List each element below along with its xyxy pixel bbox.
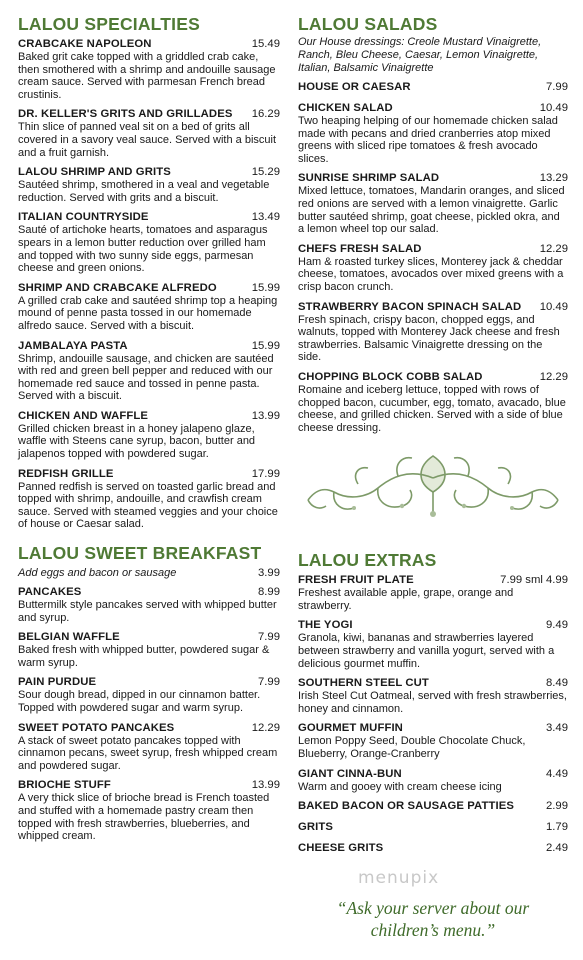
menu-item-name: LALOU SHRIMP AND GRITS — [18, 166, 171, 179]
menu-item-header — [18, 166, 280, 179]
menu-item-price: 1.79 — [546, 821, 568, 834]
menu-item-price: 15.29 — [251, 166, 280, 179]
menu-item-name: ITALIAN COUNTRYSIDE — [18, 211, 149, 224]
menu-item-price: 12.29 — [539, 242, 568, 255]
menu-item-price: 4.49 — [546, 767, 568, 780]
salads-list — [298, 81, 568, 434]
menu-item-description: Granola, kiwi, bananas and strawberries layered between strawberry and vanilla yogurt, served with a delicious gourmet muffin. — [298, 632, 555, 670]
menu-item-description: A very thick slice of brioche bread is French toasted and stuffed with a homemade pastry cream then topped with fresh strawberries, blueberries, and whipped cream. — [18, 792, 270, 843]
menu-item-header — [298, 619, 568, 632]
menu-item-header — [18, 586, 280, 599]
menu-item-header — [298, 677, 568, 690]
childrens-menu-note — [298, 897, 568, 941]
menu-item — [18, 211, 280, 274]
specialties-section — [18, 14, 280, 531]
menu-item — [298, 800, 568, 813]
menu-item-description: Grilled chicken breast in a honey jalapeno glaze, waffle with Steens cane syrup, bacon, butter and jalapenos topped with powdered sugar. — [18, 422, 256, 461]
menu-item-price: 9.49 — [546, 619, 568, 632]
watermark-text: menupix — [358, 868, 440, 888]
menu-item-name: SUNRISE SHRIMP SALAD — [298, 172, 440, 185]
breakfast-list — [18, 586, 280, 843]
menu-item-name: CHEESE GRITS — [298, 842, 384, 855]
extras-section — [298, 550, 568, 855]
menu-item-description: Shrimp, andouille sausage, and chicken are sautéed with red and green bell pepper and reduced with our homemade red sauce and tossed in penne pasta. Served with a biscuit. — [18, 352, 274, 403]
menu-item-price: 3.49 — [546, 722, 568, 735]
menu-item-header — [298, 722, 568, 735]
menu-item — [298, 768, 568, 794]
menu-item-name: DR. KELLER'S GRITS AND GRILLADES — [18, 108, 233, 121]
menu-item-price: 15.99 — [251, 339, 280, 352]
menu-item — [298, 619, 568, 670]
menu-item — [298, 301, 568, 364]
left-column — [18, 14, 280, 850]
breakfast-title: LALOU SWEET BREAKFAST — [18, 543, 262, 564]
menu-item-description: Panned redfish is served on toasted garlic bread and topped with shrimp, andouille, and crawfish cream sauce. Served with steamed veggies and your choice of house or Caesar salad. — [18, 480, 278, 531]
menu-item-header — [298, 842, 568, 855]
menu-item-header — [18, 282, 280, 295]
menu-item — [18, 631, 280, 669]
menu-item — [18, 340, 280, 403]
menu-item-header — [18, 631, 280, 644]
menu-item — [18, 166, 280, 204]
extras-title: LALOU EXTRAS — [298, 550, 437, 571]
salads-section — [298, 14, 568, 434]
menu-item-name: FRESH FRUIT PLATE — [298, 574, 414, 587]
menu-item-price: 10.49 — [539, 102, 568, 114]
right-column — [298, 14, 568, 863]
menu-item-price: 13.49 — [251, 211, 280, 224]
menu-item-header — [18, 722, 280, 735]
menu-item-name: HOUSE OR CAESAR — [298, 81, 411, 93]
menu-item-name: GIANT CINNA-BUN — [298, 767, 402, 780]
menu-item-header — [18, 676, 280, 689]
breakfast-section — [18, 543, 280, 843]
menu-item — [18, 410, 280, 461]
menu-item — [18, 586, 280, 624]
menu-item-name: BELGIAN WAFFLE — [18, 631, 120, 644]
menu-item-description: Thin slice of panned veal sit on a bed of grits all covered in a savory veal sauce. Served with a biscuit and a fruit garnish. — [18, 121, 277, 159]
menu-item-description: Baked grit cake topped with a griddled crab cake, then smothered with a shrimp and andouille sausage cream sauce. Served with parmesan French bread crustinis. — [18, 51, 276, 101]
menu-item-price: 16.29 — [251, 108, 280, 121]
menu-item-price: 8.49 — [546, 677, 568, 690]
menu-item-name: CRABCAKE NAPOLEON — [18, 38, 152, 50]
menu-item-price: 15.49 — [251, 38, 280, 50]
salads-title: LALOU SALADS — [298, 14, 438, 34]
menu-item-header — [298, 172, 568, 185]
menu-item-name: CHOPPING BLOCK COBB SALAD — [298, 370, 483, 383]
menu-item — [298, 821, 568, 834]
menu-item — [298, 842, 568, 855]
menu-item-header — [18, 779, 280, 792]
menu-item-header — [298, 371, 568, 384]
menu-item-description: Freshest available apple, grape, orange and strawberry. — [298, 587, 514, 612]
menu-item — [18, 722, 280, 773]
menu-item-price: 13.99 — [251, 409, 280, 422]
menu-item-description: Romaine and iceberg lettuce, topped with rows of chopped bacon, cucumber, egg, tomato, avacado, blue cheese, and grilled chicken. Served with a side of blue cheese dressing. — [298, 383, 566, 434]
menu-item-description: Irish Steel Cut Oatmeal, served with fresh strawberries, honey and cinnamon. — [298, 690, 567, 715]
menu-item — [298, 574, 568, 612]
menu-item-header — [18, 211, 280, 224]
menu-item-description: Warm and gooey with cream cheese icing — [298, 780, 502, 793]
menu-item-name: GOURMET MUFFIN — [298, 722, 403, 735]
menu-item-header — [18, 38, 280, 51]
menu-item-price: 12.29 — [539, 370, 568, 383]
menu-item-header — [298, 821, 568, 834]
menu-item-price: 7.99 — [258, 631, 280, 644]
menu-item-description: Sautéed shrimp, smothered in a veal and vegetable reduction. Served with grits and a biscuit. — [18, 179, 270, 204]
menu-item-header — [298, 102, 568, 115]
menu-item-price: 17.99 — [251, 467, 280, 480]
menu-item — [18, 38, 280, 101]
menu-item — [298, 81, 568, 94]
menu-item-header — [18, 410, 280, 423]
menu-item — [18, 468, 280, 531]
menu-item-name: JAMBALAYA PASTA — [18, 339, 128, 352]
breakfast-addon-price: 3.99 — [258, 567, 280, 580]
menu-item-name: BAKED BACON OR SAUSAGE PATTIES — [298, 800, 514, 813]
menu-item-name: REDFISH GRILLE — [18, 467, 114, 480]
menu-item-name: THE YOGI — [298, 619, 353, 632]
menu-item-header — [298, 768, 568, 781]
menu-item-name: GRITS — [298, 821, 334, 834]
menu-item-price: 10.49 — [539, 300, 568, 313]
menu-item-price: 7.99 — [258, 676, 280, 689]
menu-item — [18, 282, 280, 333]
specialties-title: LALOU SPECIALTIES — [18, 14, 200, 34]
menu-item-description: Baked fresh with whipped butter, powdered sugar & warm syrup. — [18, 644, 270, 669]
menu-item-description: A grilled crab cake and sautéed shrimp top a heaping mound of penne pasta tossed in our homemade alfredo sauce. Served with a biscuit. — [18, 294, 278, 332]
menu-item-price: 7.99 — [546, 81, 568, 93]
menu-item-header — [18, 340, 280, 353]
menu-item-description: Lemon Poppy Seed, Double Chocolate Chuck, Blueberry, Orange-Cranberry — [298, 735, 526, 761]
childrens-menu-line-2: children’s menu.” — [370, 920, 496, 940]
menu-item-header — [298, 243, 568, 256]
breakfast-addon-note — [18, 567, 280, 580]
menu-item-description: Two heaping helping of our homemade chicken salad made with pecans and dried cranberries atop mixed greens with sliced ripe tomatoes & fresh avocado slices. — [298, 115, 558, 165]
menu-item-name: CHICKEN AND WAFFLE — [18, 409, 149, 422]
menu-item-header — [298, 574, 568, 587]
ornament-flourish-icon — [298, 448, 568, 520]
menu-item-price: 8.99 — [258, 586, 280, 599]
extras-list — [298, 574, 568, 855]
menu-item-name: SOUTHERN STEEL CUT — [298, 677, 429, 690]
menu-item-header — [298, 800, 568, 813]
menu-item-name: CHEFS FRESH SALAD — [298, 242, 422, 255]
menu-item-description: Mixed lettuce, tomatoes, Mandarin oranges, and sliced red onions are served with a lemon vinaigrette. Garlic butter sautéed shrimp, goat cheese, pickled okra, and a lemon wheel top our salad. — [298, 185, 565, 236]
menu-item-header — [298, 301, 568, 314]
menu-item-price: 13.99 — [251, 779, 280, 792]
menu-item-price: 13.29 — [539, 172, 568, 185]
menu-item — [18, 779, 280, 842]
menu-item-description: Sauté of artichoke hearts, tomatoes and asparagus spears in a lemon butter reduction over grilled ham and topped with two sunny side eggs, parmesan cheese and green onions. — [18, 224, 268, 275]
menu-item-price: 7.99 sml 4.99 — [500, 574, 568, 587]
menu-item — [298, 102, 568, 165]
menu-item-description: A stack of sweet potato pancakes topped with cinnamon pecans, sweet syrup, fresh whipped cream and powdered sugar. — [18, 734, 278, 772]
menu-item-description: Fresh spinach, crispy bacon, chopped eggs, and walnuts, topped with Monterey Jack cheese and fresh strawberries. Balsamic Vinaigrette dressing on the side. — [298, 313, 560, 364]
menu-item — [298, 371, 568, 434]
menu-item-header — [18, 468, 280, 481]
menu-item — [298, 172, 568, 235]
menu-item-name: PANCAKES — [18, 586, 82, 599]
menu-item-name: PAIN PURDUE — [18, 676, 97, 689]
menu-item-price: 2.49 — [546, 842, 568, 855]
menu-item-description: Ham & roasted turkey slices, Monterey jack & cheddar cheese, tomatoes, avocados over mixed greens with a crisp bacon crunch. — [298, 255, 564, 293]
menu-item-name: SWEET POTATO PANCAKES — [18, 721, 175, 734]
menu-item-description: Sour dough bread, dipped in our cinnamon batter. Topped with powdered sugar and warm syrup. — [18, 689, 261, 714]
menu-item-description: Buttermilk style pancakes served with whipped butter and syrup. — [18, 599, 277, 624]
menu-item-price: 2.99 — [546, 800, 568, 813]
menu-item — [298, 677, 568, 715]
menu-item-name: SHRIMP AND CRABCAKE ALFREDO — [18, 281, 217, 294]
breakfast-addon-text: Add eggs and bacon or sausage — [18, 567, 177, 580]
menu-item — [18, 676, 280, 714]
menu-item-price: 12.29 — [251, 721, 280, 734]
menu-item-name: CHICKEN SALAD — [298, 102, 393, 114]
menu-item — [298, 243, 568, 294]
menu-item-header — [298, 81, 568, 94]
menu-item-name: BRIOCHE STUFF — [18, 779, 111, 792]
menu-item — [18, 108, 280, 159]
menu-item-name: STRAWBERRY BACON SPINACH SALAD — [298, 300, 522, 313]
salads-dressings-note: Our House dressings: Creole Mustard Vinaigrette, Ranch, Bleu Cheese, Caesar, Lemon Vinaigrette, Italian, Balsamic Vinaigrette — [298, 36, 542, 74]
menu-item-price: 15.99 — [251, 281, 280, 294]
menu-item-header — [18, 108, 280, 121]
childrens-menu-line-1: “Ask your server about our — [336, 898, 530, 918]
specialties-list — [18, 38, 280, 531]
menu-item — [298, 722, 568, 760]
